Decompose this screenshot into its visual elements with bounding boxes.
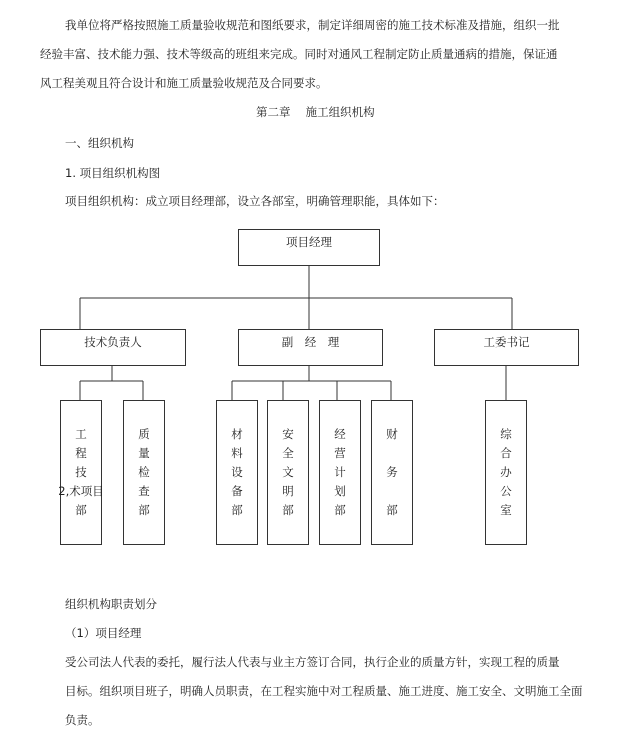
dept-char: 营 <box>334 446 346 460</box>
dept-char: 量 <box>138 446 150 460</box>
dept-char: 程 <box>75 446 87 460</box>
intro-line-1: 我单位将严格按照施工质量验收规范和图纸要求，制定详细周密的施工技术标准及措施，组织一批 <box>65 18 560 32</box>
org-intro: 项目组织机构：成立项目经理部，设立各部室，明确管理职能，具体如下： <box>65 194 445 208</box>
dept-char: 安 <box>282 427 294 441</box>
dept-char: 部 <box>75 503 87 517</box>
dept-char: 备 <box>231 484 243 498</box>
dept-general-office <box>485 400 527 545</box>
dept-char: 综 <box>500 427 512 441</box>
dept-char: 技 <box>75 465 87 479</box>
pm-text-line-2: 目标。组织项目班子，明确人员职责，在工程实施中对工程质量、施工进度、施工安全、文明施工全面 <box>65 684 583 698</box>
dept-char: 明 <box>282 484 294 498</box>
org-party-secretary: 工委书记 <box>434 329 579 366</box>
dept-char: 设 <box>231 465 243 479</box>
dept-char: 部 <box>334 503 346 517</box>
dept-char: 材 <box>231 427 243 441</box>
dept-char: 文 <box>282 465 294 479</box>
intro-line-2: 经验丰富、技术能力强、技术等级高的班组来完成。同时对通风工程制定防止质量通病的措施，保证通 <box>40 47 558 61</box>
dept-char: 部 <box>231 503 243 517</box>
dept-business-planning <box>319 400 361 545</box>
intro-line-3: 风工程美观且符合设计和施工质量验收规范及合同要求。 <box>40 76 328 90</box>
dept-char: 料 <box>231 446 243 460</box>
pm-heading: （1）项目经理 <box>65 626 142 640</box>
org-deputy-manager: 副 经 理 <box>238 329 383 366</box>
dept-char: 工 <box>75 427 87 441</box>
org-tech-lead: 技术负责人 <box>40 329 186 366</box>
dept-char: 室 <box>500 503 512 517</box>
section-heading: 一、组织机构 <box>65 136 134 150</box>
dept-char: 务 <box>386 465 398 479</box>
pm-text-line-1: 受公司法人代表的委托，履行法人代表与业主方签订合同，执行企业的质量方针，实现工程的质量 <box>65 655 560 669</box>
dept-char: 计 <box>334 465 346 479</box>
org-root-project-manager: 项目经理 <box>238 229 380 266</box>
dept-char: 查 <box>138 484 150 498</box>
dept-finance <box>371 400 413 545</box>
dept-char: 划 <box>334 484 346 498</box>
dept-char: 2,术项目 <box>58 484 104 498</box>
dept-char: 办 <box>500 465 512 479</box>
dept-char: 全 <box>282 446 294 460</box>
dept-char: 公 <box>500 484 512 498</box>
subsection-heading: 1. 项目组织机构图 <box>65 166 161 180</box>
dept-char: 质 <box>138 427 150 441</box>
dept-quality-inspection <box>123 400 165 545</box>
chapter-title: 第二章 施工组织机构 <box>256 105 375 119</box>
dept-char: 部 <box>138 503 150 517</box>
duties-heading: 组织机构职责划分 <box>65 597 157 611</box>
dept-char: 合 <box>500 446 512 460</box>
dept-char: 经 <box>334 427 346 441</box>
dept-materials-equipment <box>216 400 258 545</box>
dept-char: 检 <box>138 465 150 479</box>
dept-char: 财 <box>386 427 398 441</box>
dept-engineering-tech <box>60 400 102 545</box>
dept-char: 部 <box>386 503 398 517</box>
dept-char: 部 <box>282 503 294 517</box>
pm-text-line-3: 负责。 <box>65 713 100 727</box>
dept-safety-civilization <box>267 400 309 545</box>
